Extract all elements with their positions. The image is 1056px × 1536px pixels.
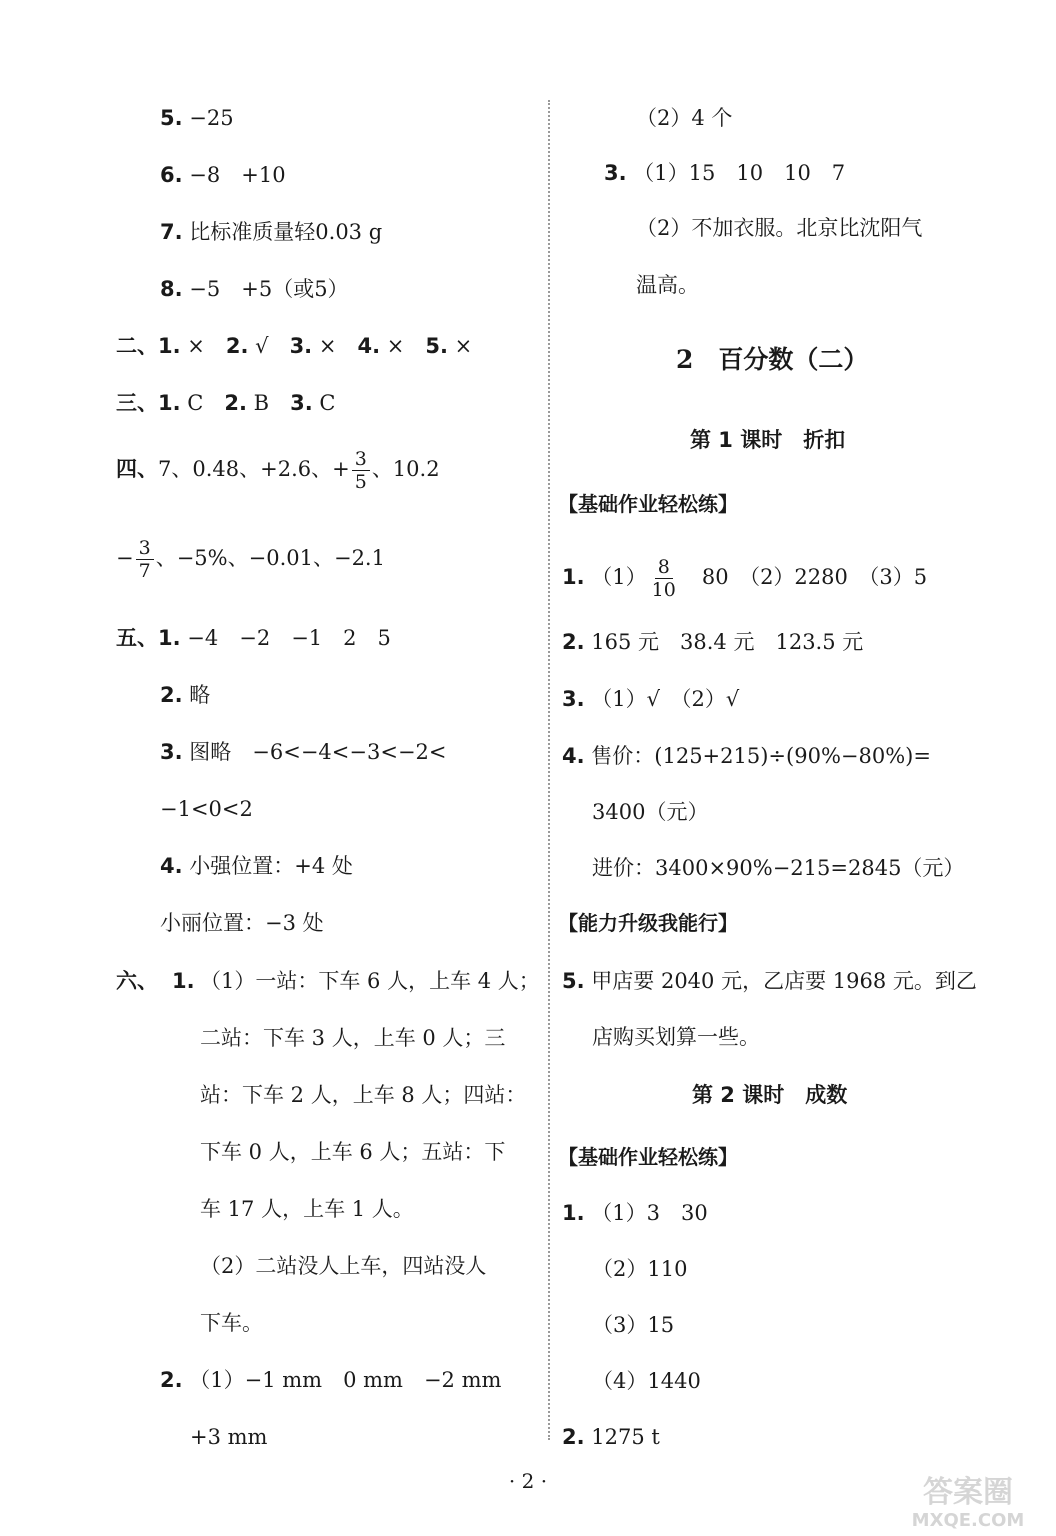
lesson-2-q2: 2. 1275 t — [562, 1425, 660, 1449]
lesson-2-q1-d: （4）1440 — [592, 1369, 701, 1393]
part-5-q2: 2. 略 — [160, 683, 211, 707]
part-6-q1-line: 二站：下车 3 人，上车 0 人；三 — [200, 1026, 506, 1050]
fraction-3-5: $\frac{3}{5}$ — [352, 448, 370, 493]
lesson-1-title: 第 1 课时 折扣 — [690, 428, 846, 452]
part-5-q4: 4. 小强位置：+4 处 — [160, 854, 353, 878]
chapter-title: 2 百分数（二） — [676, 345, 869, 374]
part-6-q1-line: 下车 0 人，上车 6 人；五站：下 — [200, 1140, 506, 1164]
answer-5: 5. −25 — [160, 106, 234, 130]
answer-2-2: （2）4 个 — [636, 106, 733, 130]
part-5-q1: 五、1. −4 −2 −1 2 5 — [116, 626, 391, 650]
lesson-2-title: 第 2 课时 成数 — [692, 1083, 848, 1107]
part-5-q4-cont: 小丽位置：−3 处 — [160, 911, 324, 935]
part-6-q1-line: 下车。 — [200, 1311, 263, 1335]
part-6-q1-line: （2）二站没人上车，四站没人 — [200, 1254, 487, 1278]
fraction-3-7: $\frac{3}{7}$ — [136, 537, 154, 582]
part-6-q2-cont: +3 mm — [190, 1425, 268, 1449]
lesson-1-q3: 3. （1）√ （2）√ — [562, 687, 740, 711]
watermark-text-cn: 答案圈 — [923, 1475, 1013, 1510]
lesson-1-q4-cont2: 进价：3400×90%−215=2845（元） — [592, 856, 965, 880]
lesson-1-q4: 4. 售价：(125+215)÷(90%−80%)= — [562, 744, 931, 768]
lesson-1-q5-cont: 店购买划算一些。 — [592, 1025, 760, 1049]
part-6-q1-num: 1. — [172, 969, 195, 993]
section-basic-2: 【基础作业轻松练】 — [558, 1145, 738, 1169]
part-2-answers: 二、1. × 2. √ 3. × 4. × 5. × — [116, 334, 473, 358]
column-divider — [548, 100, 550, 1440]
part-6-q1-line: （1）一站：下车 6 人，上车 4 人； — [200, 969, 540, 993]
answer-3-1: 3. （1）15 10 10 7 — [604, 161, 846, 185]
part-6-q1-line: 站：下车 2 人，上车 8 人；四站： — [200, 1083, 527, 1107]
section-basic-1: 【基础作业轻松练】 — [558, 492, 738, 516]
part-3-answers: 三、1. C 2. B 3. C — [116, 391, 336, 415]
answer-6: 6. −8 +10 — [160, 163, 286, 187]
page-number: · 2 · — [508, 1469, 548, 1493]
watermark-text-url: MXQE.COM — [911, 1510, 1025, 1531]
lesson-2-q1: 1. （1）3 30 — [562, 1201, 708, 1225]
lesson-1-q2: 2. 165 元 38.4 元 123.5 元 — [562, 630, 864, 654]
lesson-1-q1: 1. （1） $\frac{8}{10}$ 80 （2）2280 （3）5 — [562, 556, 928, 601]
part-6-label: 六、 — [116, 969, 158, 993]
section-advanced-1: 【能力升级我能行】 — [558, 911, 738, 935]
lesson-2-q1-b: （2）110 — [592, 1257, 688, 1281]
answer-8: 8. −5 +5（或5） — [160, 277, 349, 301]
fraction-8-10: $\frac{8}{10}$ — [651, 556, 676, 601]
part-4-line-1: 四、7、0.48、+2.6、+ $\frac{3}{5}$ 、10.2 — [116, 448, 440, 493]
part-6-q1-line: 车 17 人，上车 1 人。 — [200, 1197, 414, 1221]
watermark-logo — [888, 1468, 1048, 1532]
lesson-1-q4-cont1: 3400（元） — [592, 800, 709, 824]
part-5-q3: 3. 图略 −6<−4<−3<−2< — [160, 740, 447, 764]
part-5-q3-cont: −1<0<2 — [160, 797, 253, 821]
lesson-2-q1-c: （3）15 — [592, 1313, 675, 1337]
part-4-line-2: − $\frac{3}{7}$ 、−5%、−0.01、−2.1 — [116, 537, 385, 582]
lesson-1-q5: 5. 甲店要 2040 元，乙店要 1968 元。到乙 — [562, 969, 977, 993]
answer-3-2: （2）不加衣服。北京比沈阳气 — [636, 216, 923, 240]
answer-7: 7. 比标准质量轻0.03 g — [160, 220, 383, 244]
answer-3-2-cont: 温高。 — [636, 273, 699, 297]
part-6-q2: 2. （1）−1 mm 0 mm −2 mm — [160, 1368, 502, 1392]
